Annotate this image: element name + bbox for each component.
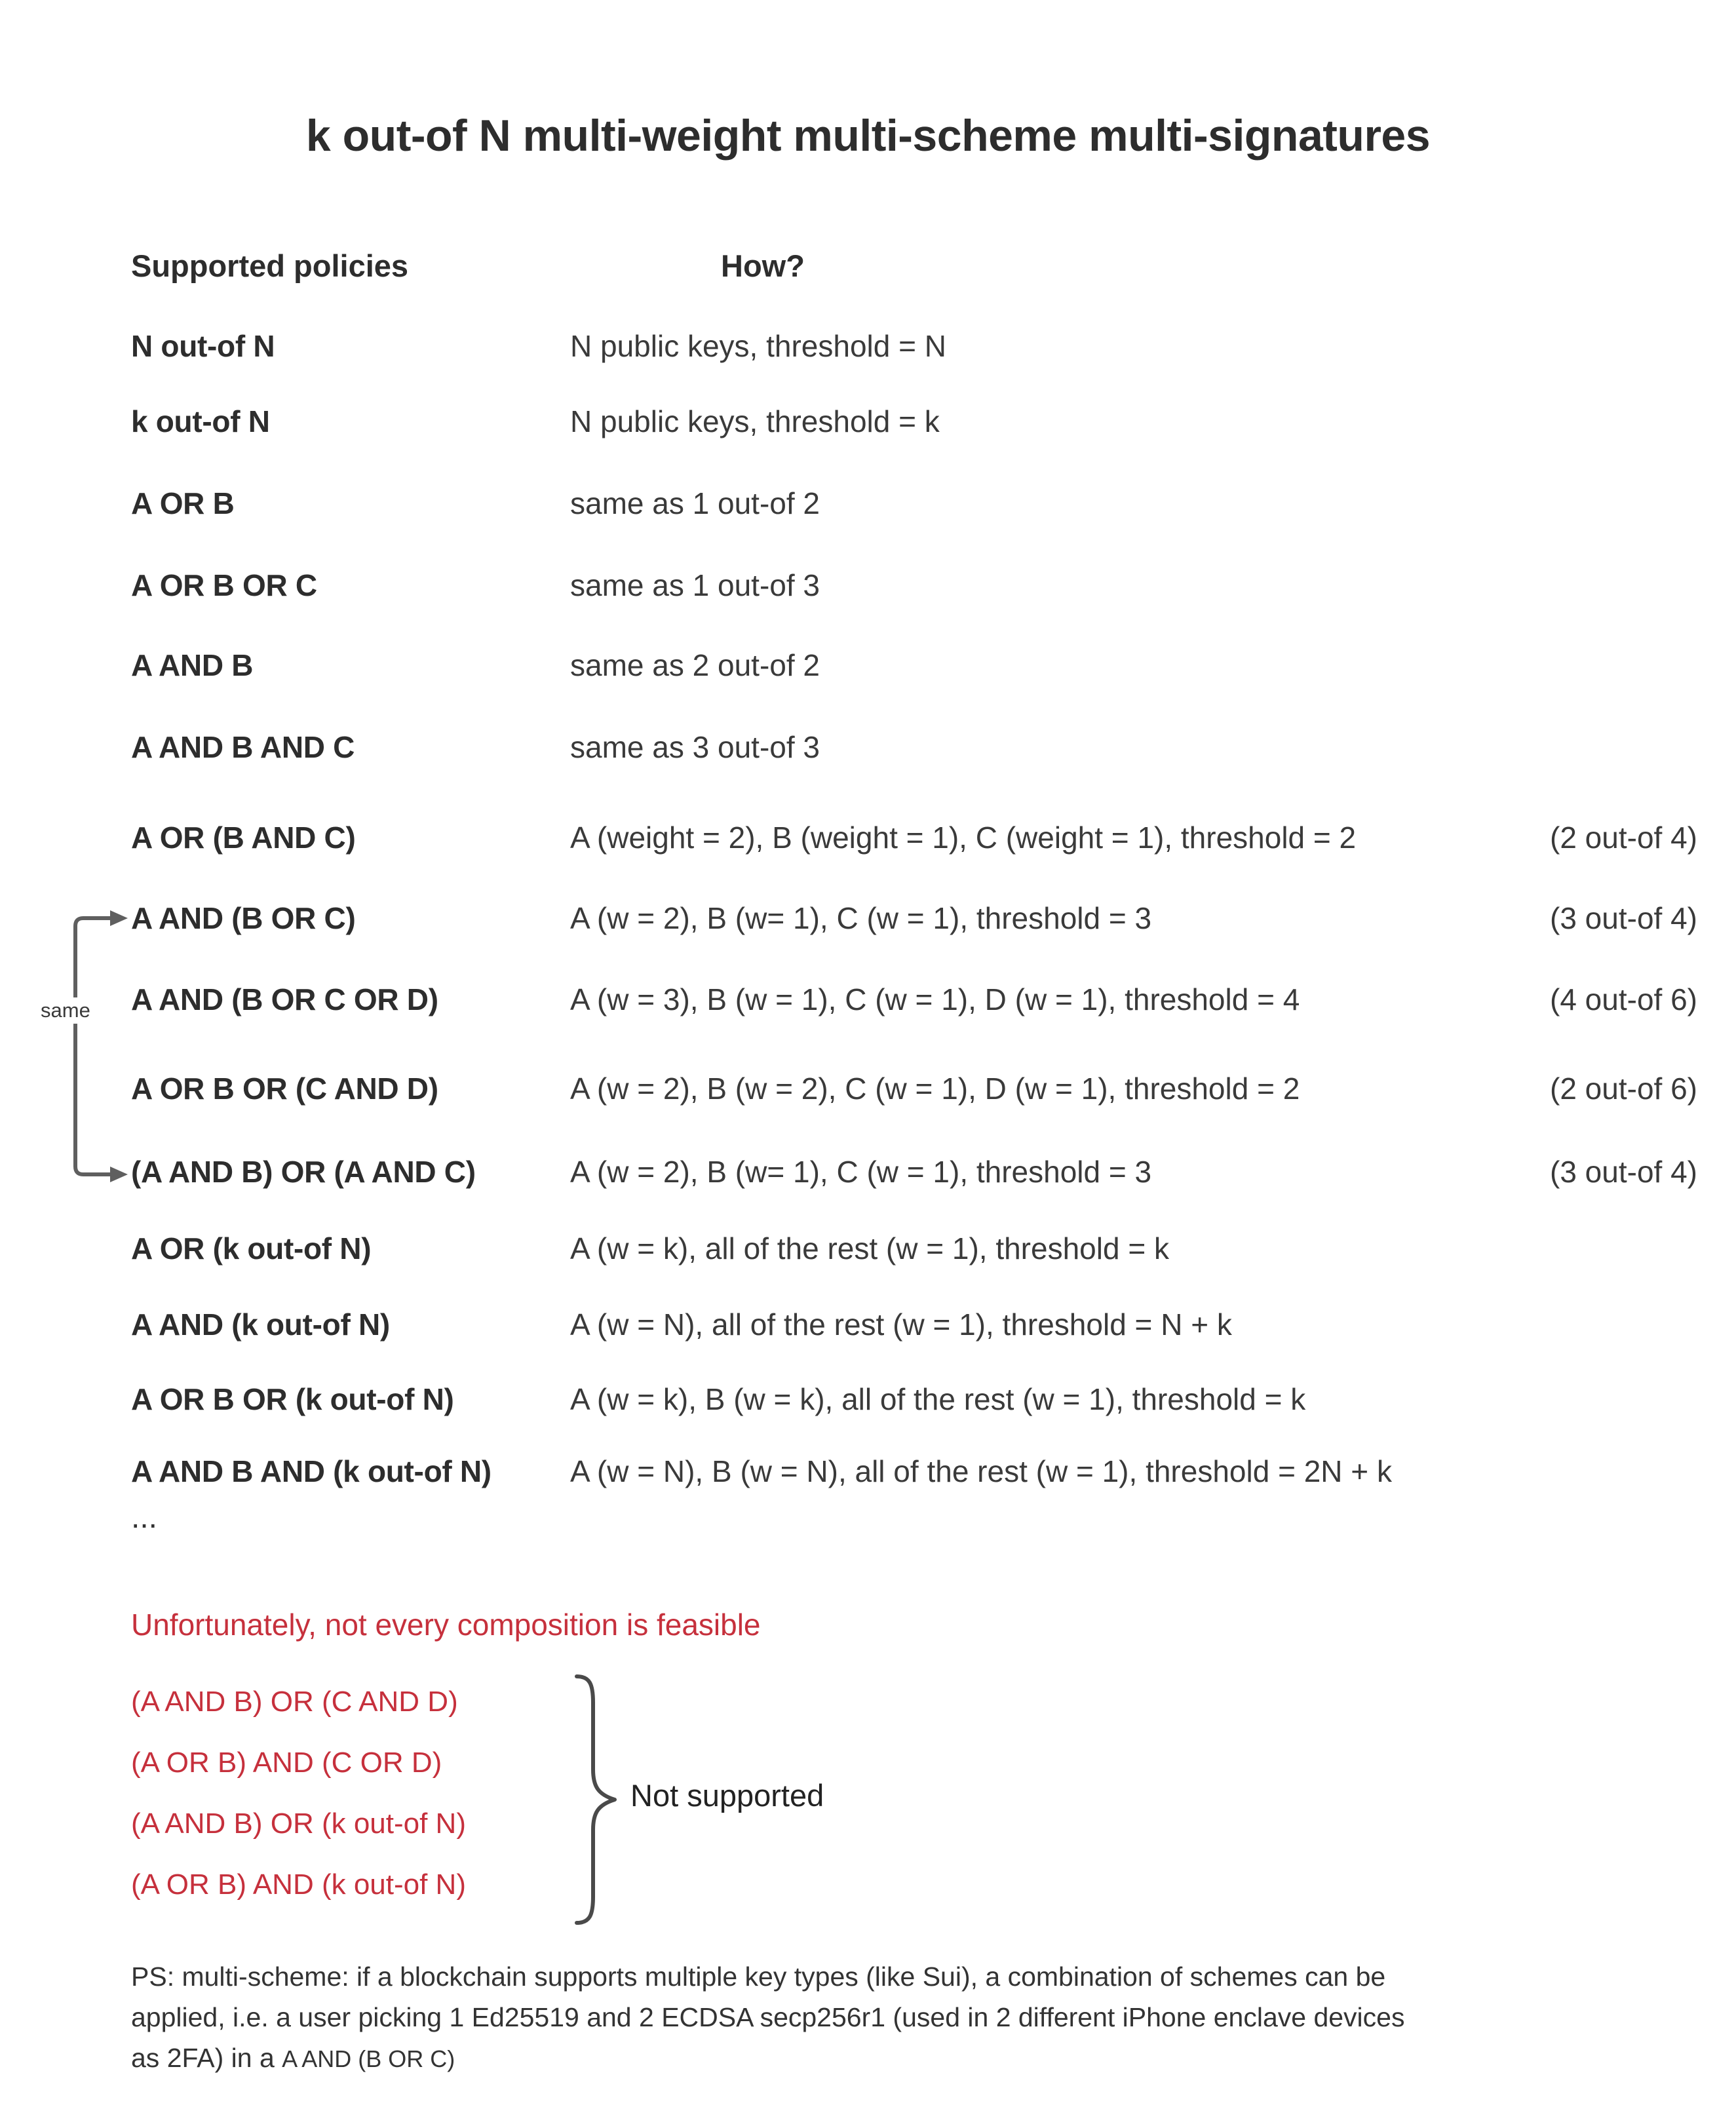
infeasible-item: (A AND B) OR (C AND D) <box>131 1686 458 1718</box>
policy-name: A OR B OR (C AND D) <box>131 1072 438 1106</box>
table-row <box>131 899 1697 937</box>
infeasible-item: (A OR B) AND (k out-of N) <box>131 1868 466 1901</box>
policy-name: A OR B OR C <box>131 568 317 602</box>
policy-how: A (w = k), B (w = k), all of the rest (w = 1), threshold = k <box>570 1382 1306 1416</box>
policy-name: N out-of N <box>131 329 275 363</box>
ps-line-1: PS: multi-scheme: if a blockchain supports multiple key types (like Sui), a combination of schemes can be <box>131 1962 1386 1992</box>
ps-line-3 <box>131 2038 1678 2079</box>
table-row <box>131 1153 1697 1191</box>
table-row <box>131 1070 1697 1108</box>
same-label: same <box>35 997 96 1024</box>
policy-how: same as 1 out-of 3 <box>570 568 820 602</box>
ellipsis: ... <box>131 1500 158 1535</box>
table-row <box>131 646 1697 684</box>
table-row <box>131 566 1697 604</box>
same-bracket-arrow <box>36 904 141 1193</box>
curly-brace <box>564 1671 629 1933</box>
table-row <box>131 819 1697 857</box>
policy-note: (4 out-of 6) <box>1550 982 1697 1016</box>
policy-how: same as 2 out-of 2 <box>570 648 820 682</box>
table-row <box>131 980 1697 1018</box>
policy-how: A (w = 3), B (w = 1), C (w = 1), D (w = 1), threshold = 4 <box>570 982 1300 1016</box>
policy-note: (2 out-of 4) <box>1550 821 1697 855</box>
not-supported-label: Not supported <box>630 1778 824 1813</box>
policy-name: A AND B AND (k out-of N) <box>131 1454 492 1488</box>
policy-name: k out-of N <box>131 404 270 438</box>
policy-how: A (weight = 2), B (weight = 1), C (weight = 1), threshold = 2 <box>570 821 1357 855</box>
table-row <box>131 1229 1697 1267</box>
policy-name: A OR (k out-of N) <box>131 1231 372 1266</box>
policy-how: A (w = N), B (w = N), all of the rest (w = 1), threshold = 2N + k <box>570 1454 1392 1488</box>
policy-how: A (w = 2), B (w= 1), C (w = 1), threshold = 3 <box>570 1155 1152 1189</box>
table-row <box>131 402 1697 440</box>
header-how: How? <box>721 248 805 283</box>
column-headers <box>0 248 1736 287</box>
policy-how: N public keys, threshold = k <box>570 404 940 438</box>
table-row <box>131 484 1697 522</box>
policy-how: A (w = 2), B (w= 1), C (w = 1), threshold = 3 <box>570 901 1152 935</box>
table-row <box>131 1305 1697 1343</box>
policy-note: (2 out-of 6) <box>1550 1072 1697 1106</box>
policy-name: A AND B <box>131 648 254 682</box>
infeasible-item: (A AND B) OR (k out-of N) <box>131 1807 466 1840</box>
policy-name: A AND (k out-of N) <box>131 1307 390 1342</box>
table-row <box>131 327 1697 365</box>
policy-how: N public keys, threshold = N <box>570 329 946 363</box>
infeasible-item: (A OR B) AND (C OR D) <box>131 1747 442 1779</box>
ps-policy-expression: A AND (B OR C) <box>282 2045 455 2072</box>
policy-how: A (w = N), all of the rest (w = 1), threshold = N + k <box>570 1307 1232 1342</box>
policy-how: same as 3 out-of 3 <box>570 730 820 764</box>
policy-name: (A AND B) OR (A AND C) <box>131 1155 476 1189</box>
policy-name: A AND B AND C <box>131 730 355 764</box>
table-row <box>131 1380 1697 1418</box>
policy-name: A OR B <box>131 486 235 520</box>
ps-line-3-text: as 2FA) in a <box>131 2043 282 2073</box>
policy-name: A AND (B OR C OR D) <box>131 982 438 1016</box>
policy-how: A (w = k), all of the rest (w = 1), threshold = k <box>570 1231 1169 1266</box>
policy-note: (3 out-of 4) <box>1550 901 1697 935</box>
page-title: k out-of N multi-weight multi-scheme multi-signatures <box>305 111 1431 161</box>
header-supported-policies: Supported policies <box>131 248 409 283</box>
policy-how: same as 1 out-of 2 <box>570 486 820 520</box>
policy-name: A AND (B OR C) <box>131 901 356 935</box>
ps-line-2: applied, i.e. a user picking 1 Ed25519 and 2 ECDSA secp256r1 (used in 2 different iPhone enclave devices <box>131 2002 1405 2032</box>
policy-note: (3 out-of 4) <box>1550 1155 1697 1189</box>
policy-name: A OR (B AND C) <box>131 821 356 855</box>
infeasible-heading: Unfortunately, not every composition is feasible <box>131 1608 761 1642</box>
ps-note <box>131 1956 1678 2079</box>
table-row <box>131 1452 1697 1490</box>
policy-name: A OR B OR (k out-of N) <box>131 1382 454 1416</box>
policy-how: A (w = 2), B (w = 2), C (w = 1), D (w = 1), threshold = 2 <box>570 1072 1300 1106</box>
table-row <box>131 728 1697 766</box>
